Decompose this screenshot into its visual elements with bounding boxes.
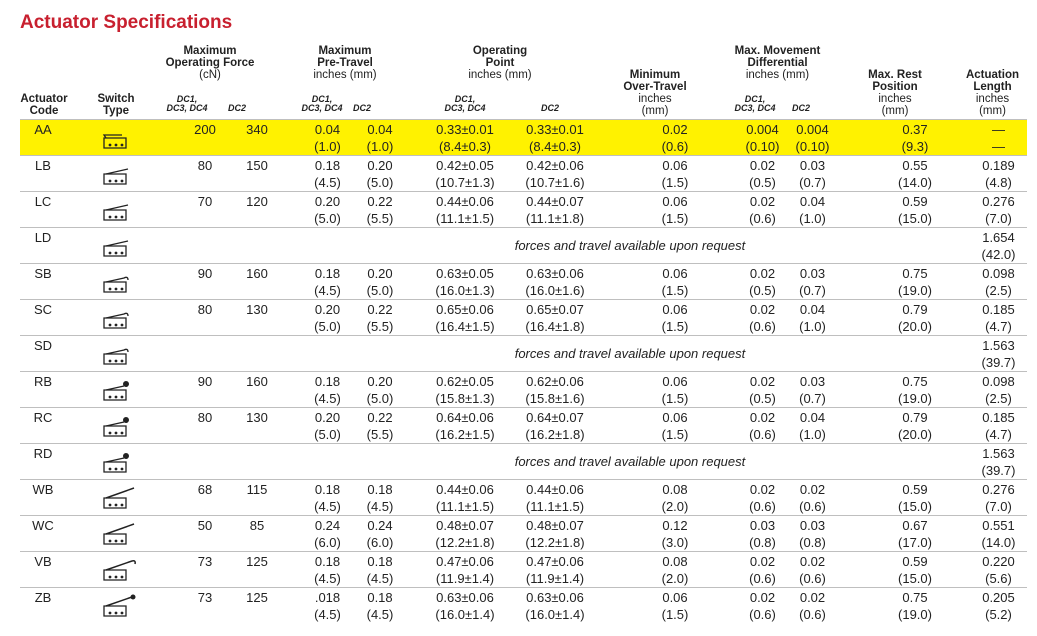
value-ot: 0.06 (1.5) [661, 410, 689, 442]
roller-lever-switch-icon [100, 378, 138, 404]
value-f1: 50 [197, 518, 213, 533]
actuator-code: LB [35, 158, 51, 173]
long-simulated-roller-switch-icon [100, 558, 138, 584]
value-op2: 0.64±0.07 (16.2±1.8) [525, 410, 585, 442]
value-f2: 120 [246, 194, 268, 209]
long-lever-switch-icon [100, 522, 138, 548]
value-md1: 0.02 (0.5) [749, 374, 776, 406]
value-op1: 0.65±0.06 (16.4±1.5) [435, 302, 495, 334]
value-f1: 80 [197, 302, 213, 317]
value-rest: 0.59 (15.0) [898, 554, 932, 586]
value-md2: 0.004 (0.10) [795, 122, 830, 154]
subheader-force-dc2: DC2 [227, 103, 246, 113]
value-ot: 0.06 (1.5) [661, 374, 689, 406]
value-f1: 80 [197, 410, 213, 425]
value-md2: 0.02 (0.6) [799, 554, 826, 586]
roller-lever-switch-icon [100, 450, 138, 476]
table-row [20, 263, 1027, 300]
header-max-force: Maximum Operating Force (cN) [165, 45, 255, 81]
value-f1: 68 [197, 482, 213, 497]
straight-lever-switch-icon [100, 162, 138, 188]
value-md1: 0.02 (0.5) [749, 266, 776, 298]
table-row [20, 371, 1027, 408]
value-f1: 70 [197, 194, 213, 209]
header-actuator-code: Actuator Code [20, 93, 68, 117]
value-op1: 0.44±0.06 (11.1±1.5) [435, 194, 495, 226]
value-op2: 0.62±0.06 (15.8±1.6) [525, 374, 585, 406]
value-md2: 0.03 (0.7) [799, 158, 826, 190]
value-len: 0.098 (2.5) [982, 374, 1015, 406]
value-f1: 73 [197, 554, 213, 569]
value-len: 0.276 (7.0) [982, 482, 1015, 514]
value-pt2: 0.20 (5.0) [366, 374, 394, 406]
table-row [20, 155, 1027, 192]
actuator-code: SB [34, 266, 52, 281]
value-md1: 0.02 (0.6) [749, 482, 776, 514]
request-note: forces and travel available upon request [514, 346, 746, 361]
simulated-roller-switch-icon [100, 342, 138, 368]
page-title: Actuator Specifications [20, 12, 233, 33]
value-op1: 0.33±0.01 (8.4±0.3) [436, 122, 494, 154]
value-md2: 0.04 (1.0) [799, 302, 826, 334]
value-pt2: 0.18 (4.5) [366, 482, 394, 514]
straight-lever-switch-icon [100, 234, 138, 260]
value-len: 0.189 (4.8) [982, 158, 1015, 190]
subheader-md-dc2: DC2 [791, 103, 810, 113]
value-rest: 0.79 (20.0) [898, 302, 932, 334]
value-pt1: 0.18 (4.5) [314, 374, 341, 406]
value-pt1: 0.18 (4.5) [314, 266, 341, 298]
value-op2: 0.63±0.06 (16.0±1.4) [525, 590, 585, 622]
request-note: forces and travel available upon request [514, 454, 746, 469]
value-md1: 0.02 (0.6) [749, 410, 776, 442]
value-len: 0.098 (2.5) [982, 266, 1015, 298]
value-op1: 0.63±0.05 (16.0±1.3) [435, 266, 495, 298]
value-len: 1.563 (39.7) [981, 338, 1016, 370]
table-row [20, 191, 1027, 228]
simulated-roller-switch-icon [100, 306, 138, 332]
value-ot: 0.12 (3.0) [661, 518, 689, 550]
value-rest: 0.55 (14.0) [898, 158, 932, 190]
value-f2: 125 [246, 554, 268, 569]
subheader-md-dc1: DC1, DC3, DC4 [734, 94, 776, 113]
header-min-overtravel: Minimum Over-Travel inches (mm) [623, 69, 687, 117]
table-row [20, 119, 1027, 156]
header-max-rest: Max. Rest Position inches (mm) [868, 69, 922, 117]
value-md1: 0.02 (0.5) [749, 158, 776, 190]
value-pt2: 0.18 (4.5) [366, 554, 394, 586]
value-pt2: 0.04 (1.0) [366, 122, 394, 154]
value-f1: 73 [197, 590, 213, 605]
value-rest: 0.37 (9.3) [901, 122, 929, 154]
value-op1: 0.64±0.06 (16.2±1.5) [435, 410, 495, 442]
value-rest: 0.79 (20.0) [898, 410, 932, 442]
value-f2: 340 [246, 122, 268, 137]
value-f2: 150 [246, 158, 268, 173]
value-ot: 0.06 (1.5) [661, 194, 689, 226]
value-ot: 0.06 (1.5) [661, 158, 689, 190]
value-md1: 0.004 (0.10) [745, 122, 780, 154]
actuator-code: LD [34, 230, 52, 245]
header-max-pretravel: Maximum Pre-Travel inches (mm) [313, 45, 377, 81]
value-pt1: 0.20 (5.0) [314, 410, 341, 442]
value-md1: 0.02 (0.6) [749, 590, 776, 622]
value-rest: 0.75 (19.0) [898, 266, 932, 298]
value-pt2: 0.22 (5.5) [366, 302, 394, 334]
value-md2: 0.03 (0.8) [799, 518, 826, 550]
value-pt2: 0.20 (5.0) [366, 266, 394, 298]
actuator-code: WC [32, 518, 54, 533]
value-md1: 0.02 (0.6) [749, 554, 776, 586]
value-op2: 0.63±0.06 (16.0±1.6) [525, 266, 585, 298]
value-rest: 0.75 (19.0) [898, 374, 932, 406]
value-md2: 0.03 (0.7) [799, 266, 826, 298]
value-pt2: 0.22 (5.5) [366, 410, 394, 442]
value-op1: 0.42±0.05 (10.7±1.3) [435, 158, 495, 190]
table-row [20, 299, 1027, 336]
actuator-code: WB [32, 482, 54, 497]
value-ot: 0.06 (1.5) [661, 590, 689, 622]
value-ot: 0.08 (2.0) [661, 554, 689, 586]
value-pt2: 0.24 (6.0) [366, 518, 394, 550]
value-op1: 0.63±0.06 (16.0±1.4) [435, 590, 495, 622]
actuator-code: AA [34, 122, 52, 137]
value-op1: 0.62±0.05 (15.8±1.3) [435, 374, 495, 406]
roller-lever-switch-icon [100, 414, 138, 440]
header-max-movement: Max. Movement Differential inches (mm) [734, 45, 821, 81]
value-len: 1.563 (39.7) [981, 446, 1016, 478]
value-op2: 0.48±0.07 (12.2±1.8) [525, 518, 585, 550]
value-len: — — [992, 122, 1005, 154]
table-row [20, 515, 1027, 552]
actuator-code: SD [33, 338, 53, 353]
table-row [20, 443, 1027, 480]
value-pt1: 0.18 (4.5) [314, 554, 341, 586]
value-len: 1.654 (42.0) [981, 230, 1016, 262]
simulated-roller-switch-icon [100, 270, 138, 296]
value-md1: 0.02 (0.6) [749, 194, 776, 226]
value-rest: 0.75 (19.0) [898, 590, 932, 622]
plain-lever-switch-icon [100, 126, 138, 152]
value-len: 0.551 (14.0) [981, 518, 1016, 550]
value-rest: 0.59 (15.0) [898, 482, 932, 514]
value-op2: 0.44±0.07 (11.1±1.8) [525, 194, 585, 226]
value-pt1: 0.04 (1.0) [314, 122, 341, 154]
value-pt1: 0.24 (6.0) [314, 518, 341, 550]
header-switch-type: Switch Type [97, 93, 135, 117]
value-md2: 0.03 (0.7) [799, 374, 826, 406]
value-f1: 90 [197, 374, 213, 389]
value-md2: 0.04 (1.0) [799, 194, 826, 226]
subheader-op-dc2: DC2 [540, 103, 559, 113]
value-f2: 130 [246, 302, 268, 317]
value-ot: 0.06 (1.5) [661, 266, 689, 298]
value-ot: 0.08 (2.0) [661, 482, 689, 514]
value-len: 0.276 (7.0) [982, 194, 1015, 226]
table-row [20, 227, 1027, 264]
actuator-code: RC [33, 410, 53, 425]
table-row [20, 479, 1027, 516]
value-pt1: 0.20 (5.0) [314, 302, 341, 334]
table-row [20, 335, 1027, 372]
value-len: 0.220 (5.6) [982, 554, 1015, 586]
value-len: 0.185 (4.7) [982, 302, 1015, 334]
table-row [20, 587, 1027, 624]
value-pt1: .018 (4.5) [314, 590, 341, 622]
table-row [20, 407, 1027, 444]
value-op1: 0.48±0.07 (12.2±1.8) [435, 518, 495, 550]
value-pt2: 0.22 (5.5) [366, 194, 394, 226]
subheader-force-dc1: DC1, DC3, DC4 [166, 94, 208, 113]
long-roller-switch-icon [100, 594, 138, 620]
actuator-code: SC [33, 302, 53, 317]
value-md1: 0.03 (0.8) [749, 518, 776, 550]
value-f2: 115 [246, 482, 268, 497]
subheader-pretravel-dc1: DC1, DC3, DC4 [301, 94, 343, 113]
value-f2: 160 [246, 374, 268, 389]
value-op2: 0.33±0.01 (8.4±0.3) [526, 122, 584, 154]
value-ot: 0.06 (1.5) [661, 302, 689, 334]
long-lever-switch-icon [100, 486, 138, 512]
header-operating-point: Operating Point inches (mm) [468, 45, 532, 81]
subheader-op-dc1: DC1, DC3, DC4 [444, 94, 486, 113]
value-rest: 0.67 (17.0) [898, 518, 932, 550]
subheader-pretravel-dc2: DC2 [352, 103, 371, 113]
value-len: 0.205 (5.2) [982, 590, 1015, 622]
value-op2: 0.42±0.06 (10.7±1.6) [525, 158, 585, 190]
value-len: 0.185 (4.7) [982, 410, 1015, 442]
value-md2: 0.04 (1.0) [799, 410, 826, 442]
value-pt1: 0.18 (4.5) [314, 482, 341, 514]
value-f1: 90 [197, 266, 213, 281]
value-f2: 130 [246, 410, 268, 425]
actuator-code: RB [33, 374, 53, 389]
actuator-code: ZB [34, 590, 52, 605]
header-actuation-length: Actuation Length inches (mm) [965, 69, 1020, 117]
actuator-code: LC [34, 194, 52, 209]
value-op2: 0.44±0.06 (11.1±1.5) [525, 482, 585, 514]
value-rest: 0.59 (15.0) [898, 194, 932, 226]
value-pt2: 0.18 (4.5) [366, 590, 394, 622]
value-pt1: 0.20 (5.0) [314, 194, 341, 226]
value-f1: 80 [197, 158, 213, 173]
value-op2: 0.65±0.07 (16.4±1.8) [525, 302, 585, 334]
request-note: forces and travel available upon request [514, 238, 746, 253]
value-md2: 0.02 (0.6) [799, 482, 826, 514]
value-md1: 0.02 (0.6) [749, 302, 776, 334]
value-md2: 0.02 (0.6) [799, 590, 826, 622]
table-row [20, 551, 1027, 588]
actuator-code: VB [34, 554, 52, 569]
straight-lever-switch-icon [100, 198, 138, 224]
actuator-code: RD [33, 446, 53, 461]
value-pt2: 0.20 (5.0) [366, 158, 394, 190]
value-pt1: 0.18 (4.5) [314, 158, 341, 190]
value-f1: 200 [194, 122, 216, 137]
value-op1: 0.44±0.06 (11.1±1.5) [435, 482, 495, 514]
value-op1: 0.47±0.06 (11.9±1.4) [435, 554, 495, 586]
value-f2: 85 [249, 518, 265, 533]
value-op2: 0.47±0.06 (11.9±1.4) [525, 554, 585, 586]
value-f2: 125 [246, 590, 268, 605]
value-ot: 0.02 (0.6) [661, 122, 689, 154]
value-f2: 160 [246, 266, 268, 281]
